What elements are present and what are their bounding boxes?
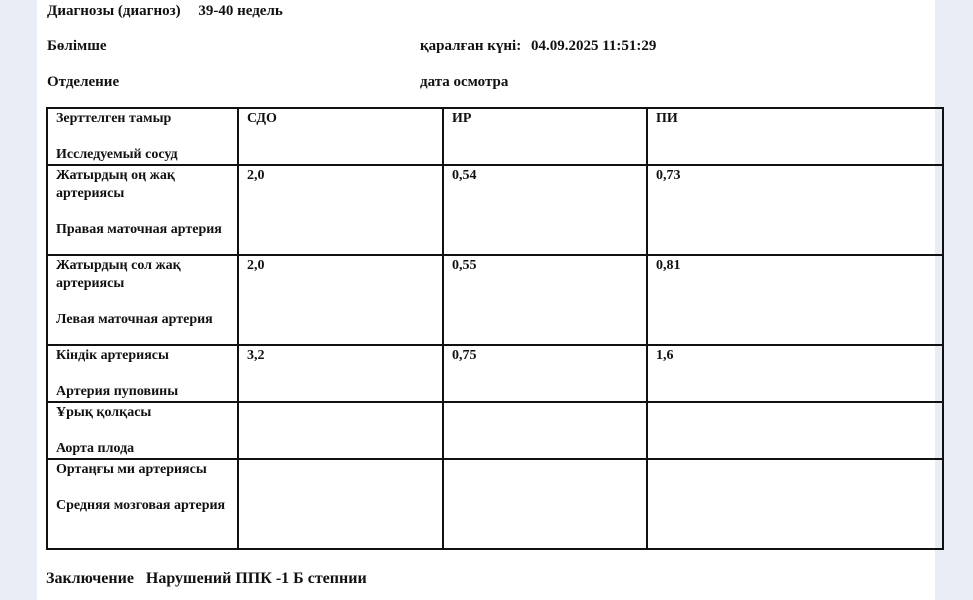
exam-date-line — [420, 38, 656, 55]
exam-date-value: 04.09.2025 11:51:29 — [530, 38, 657, 54]
exam-date-label-kz: қаралған күні: — [420, 38, 522, 54]
pi-value — [647, 402, 943, 459]
vessel-cell — [47, 459, 238, 549]
table-row — [47, 165, 943, 255]
exam-date-label-ru: дата осмотра — [420, 74, 509, 90]
sdo-value — [238, 459, 443, 549]
sdo-value: 2,0 — [238, 165, 443, 255]
diagnosis-line — [47, 3, 283, 20]
vessel-name-kz: Ұрық қолқасы — [56, 405, 152, 420]
conclusion-line — [46, 570, 367, 588]
conclusion-value: Нарушений ППК -1 Б степнии — [145, 570, 367, 587]
vessel-name-ru: Правая маточная артерия — [56, 222, 222, 237]
diagnosis-value: 39-40 недель — [198, 3, 283, 19]
vessel-name-ru: Аорта плода — [56, 441, 135, 456]
diagnosis-label: Диагнозы (диагноз) — [47, 3, 181, 19]
vessel-cell — [47, 255, 238, 345]
vessel-name-kz: Кіндік артериясы — [56, 348, 169, 363]
table-row — [47, 459, 943, 549]
pi-value: 0,73 — [647, 165, 943, 255]
ir-value — [443, 402, 647, 459]
pi-value: 0,81 — [647, 255, 943, 345]
ir-value: 0,75 — [443, 345, 647, 402]
ir-value — [443, 459, 647, 549]
conclusion-label: Заключение — [46, 570, 134, 587]
pi-value — [647, 459, 943, 549]
table-header-row — [47, 108, 943, 165]
vessel-name-kz: Ортаңғы ми артериясы — [56, 462, 207, 477]
sdo-value — [238, 402, 443, 459]
sdo-value: 3,2 — [238, 345, 443, 402]
header-pi: ПИ — [647, 108, 943, 165]
header-vessel-cell — [47, 108, 238, 165]
header-vessel-kz: Зерттелген тамыр — [56, 111, 172, 126]
table-row — [47, 345, 943, 402]
department-label-kz: Бөлімше — [47, 38, 107, 54]
header-vessel-ru: Исследуемый сосуд — [56, 147, 178, 162]
sdo-value: 2,0 — [238, 255, 443, 345]
document-page — [37, 0, 935, 600]
table-row — [47, 255, 943, 345]
ir-value: 0,55 — [443, 255, 647, 345]
vessel-cell — [47, 345, 238, 402]
header-ir: ИР — [443, 108, 647, 165]
vessel-name-ru: Средняя мозговая артерия — [56, 498, 226, 513]
vessel-name-ru: Левая маточная артерия — [56, 312, 213, 327]
doppler-table — [46, 107, 944, 550]
vessel-name-ru: Артерия пуповины — [56, 384, 179, 399]
ir-value: 0,54 — [443, 165, 647, 255]
table-row — [47, 402, 943, 459]
vessel-cell — [47, 402, 238, 459]
vessel-name-kz: Жатырдың оң жақ артериясы — [56, 168, 175, 201]
vessel-cell — [47, 165, 238, 255]
header-sdo: СДО — [238, 108, 443, 165]
vessel-name-kz: Жатырдың сол жақ артериясы — [56, 258, 181, 291]
pi-value: 1,6 — [647, 345, 943, 402]
department-label-ru: Отделение — [47, 74, 120, 90]
